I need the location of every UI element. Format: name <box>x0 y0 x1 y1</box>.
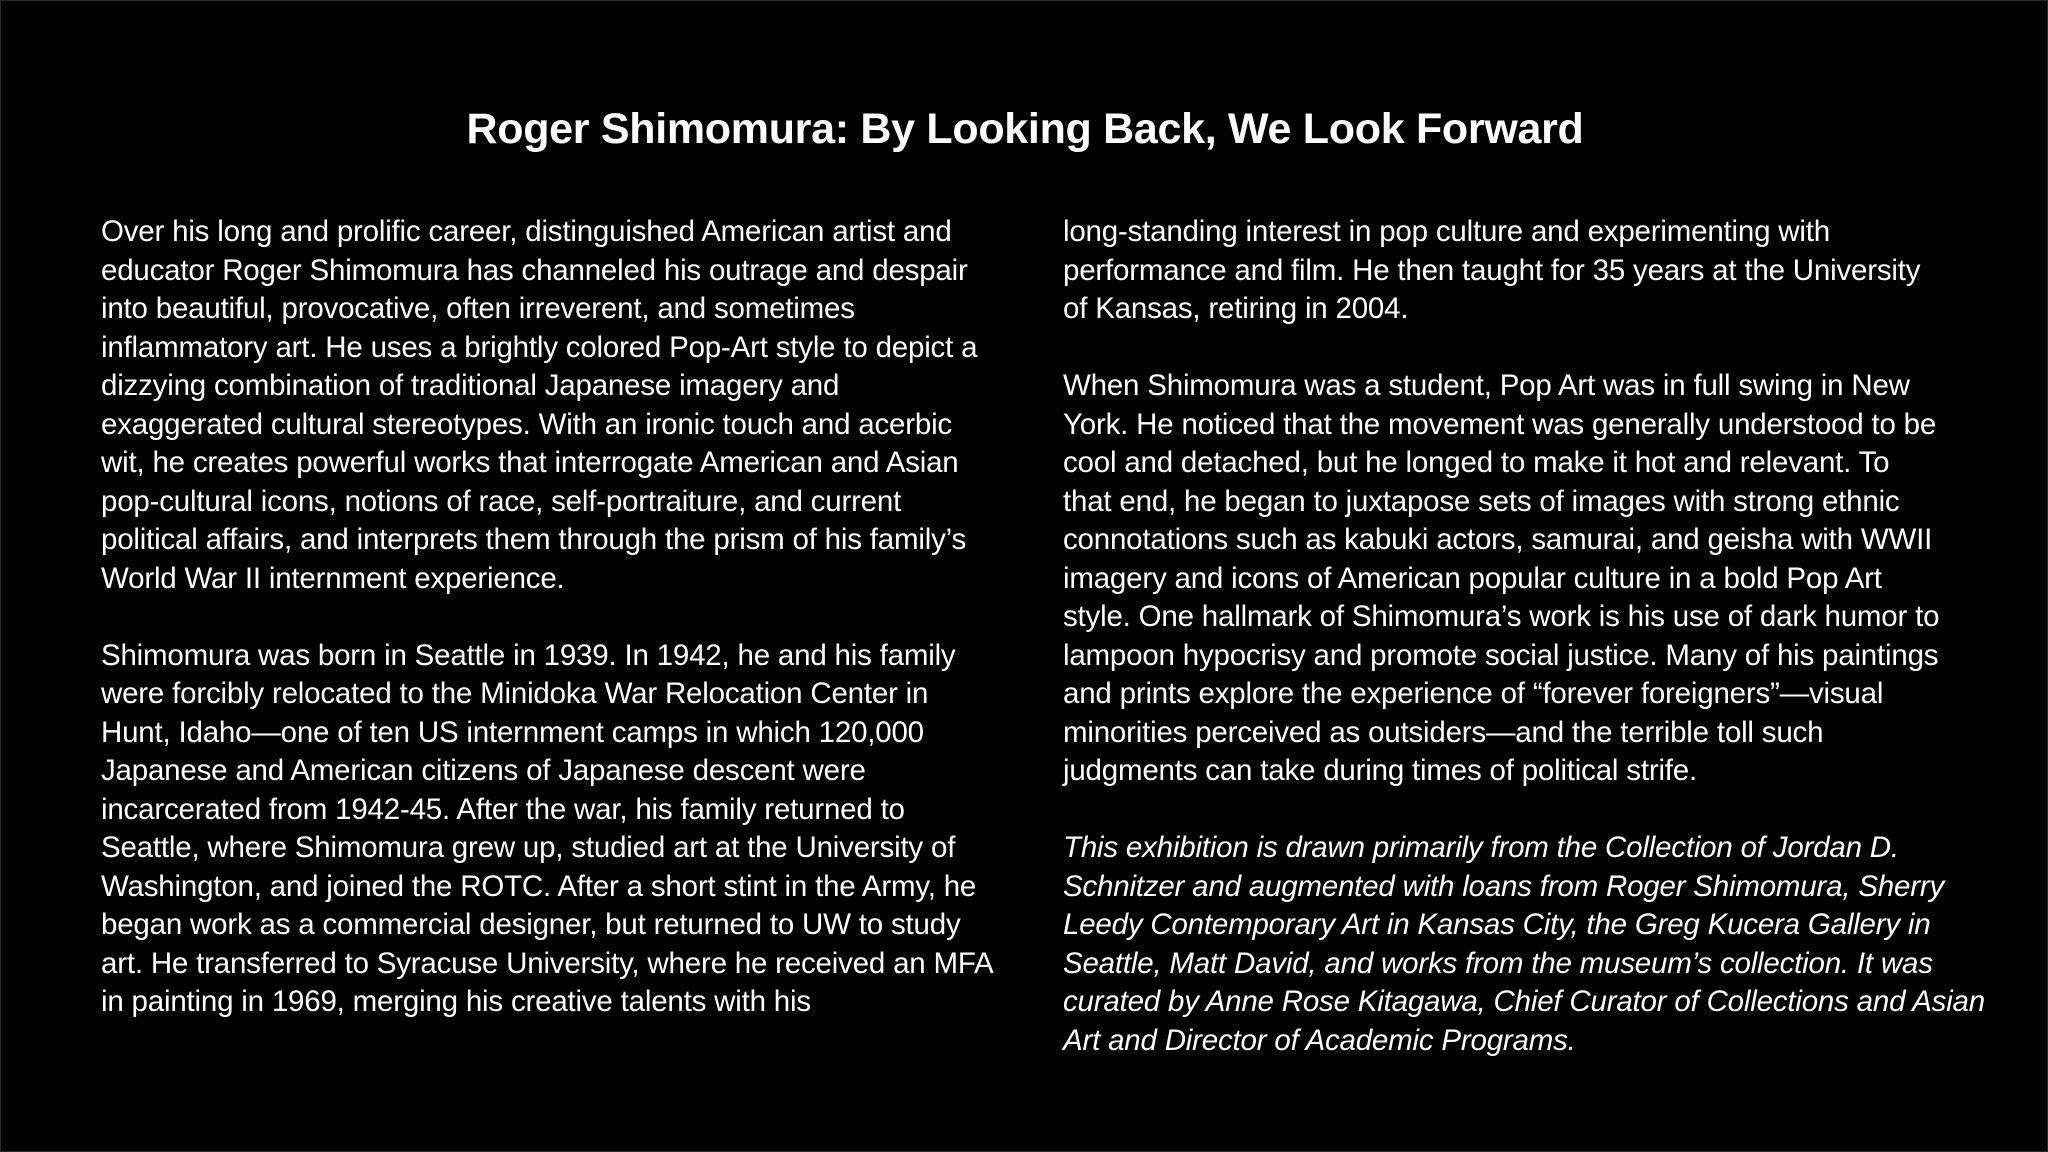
text-line: Hunt, Idaho—one of ten US internment camps in which 120,000 <box>101 715 924 749</box>
text-line: imagery and icons of American popular culture in a bold Pop Art <box>1063 561 1882 595</box>
text-line: performance and film. He then taught for 35 years at the University <box>1063 253 1921 287</box>
text-line: and prints explore the experience of “forever foreigners”—visual <box>1063 677 1884 710</box>
text-line: long-standing interest in pop culture and experimenting with <box>1063 215 1830 248</box>
text-line: educator Roger Shimomura has channeled his outrage and despair <box>101 253 968 287</box>
biography-paragraph <box>101 637 1031 1022</box>
paragraph-spacer <box>1063 791 1983 830</box>
text-line: lampoon hypocrisy and promote social justice. Many of his paintings <box>1063 638 1939 672</box>
text-line: When Shimomura was a student, Pop Art was in full swing in New <box>1063 369 1910 402</box>
text-line: Japanese and American citizens of Japanese descent were <box>101 754 866 787</box>
text-line: Washington, and joined the ROTC. After a short stint in the Army, he <box>101 869 977 903</box>
text-line: that end, he began to juxtapose sets of images with strong ethnic <box>1063 484 1900 518</box>
text-line: began work as a commercial designer, but returned to UW to study <box>101 908 961 941</box>
text-line: Seattle, Matt David, and works from the museum’s collection. It was <box>1063 946 1933 980</box>
text-line: cool and detached, but he longed to make it hot and relevant. To <box>1063 446 1890 479</box>
text-line: Over his long and prolific career, distinguished American artist and <box>101 215 952 248</box>
text-line: art. He transferred to Syracuse University, where he received an MFA <box>101 946 994 980</box>
text-line: Shimomura was born in Seattle in 1939. In 1942, he and his family <box>101 638 956 672</box>
text-line: Leedy Contemporary Art in Kansas City, the Greg Kucera Gallery in <box>1063 908 1931 941</box>
text-line: political affairs, and interprets them through the prism of his family’s <box>101 523 966 556</box>
text-line: inflammatory art. He uses a brightly colored Pop-Art style to depict a <box>101 330 978 364</box>
text-line: dizzying combination of traditional Japanese imagery and <box>101 369 840 402</box>
right-column <box>1063 213 1983 1060</box>
text-line: York. He noticed that the movement was generally understood to be <box>1063 407 1937 441</box>
pop-art-paragraph <box>1063 367 1983 791</box>
text-line: incarcerated from 1942-45. After the war, his family returned to <box>101 792 905 826</box>
text-line: in painting in 1969, merging his creative talents with his <box>101 985 811 1018</box>
text-line: Art and Director of Academic Programs. <box>1063 1023 1576 1057</box>
text-line: connotations such as kabuki actors, samurai, and geisha with WWII <box>1063 523 1933 556</box>
text-line: minorities perceived as outsiders—and the terrible toll such <box>1063 715 1824 749</box>
left-column <box>101 213 1031 1022</box>
text-line: pop-cultural icons, notions of race, self-portraiture, and current <box>101 484 902 518</box>
paragraph-spacer <box>101 598 1031 637</box>
biography-continued-paragraph <box>1063 213 1983 329</box>
text-line: were forcibly relocated to the Minidoka War Relocation Center in <box>101 677 929 710</box>
text-line: judgments can take during times of political strife. <box>1063 754 1697 787</box>
text-line: exaggerated cultural stereotypes. With an ironic touch and acerbic <box>101 407 952 441</box>
text-line: wit, he creates powerful works that interrogate American and Asian <box>101 446 959 479</box>
text-line: This exhibition is drawn primarily from the Collection of Jordan D. <box>1063 831 1899 864</box>
intro-paragraph <box>101 213 1031 598</box>
text-line: of Kansas, retiring in 2004. <box>1063 292 1409 325</box>
text-line: Seattle, where Shimomura grew up, studied art at the University of <box>101 831 956 864</box>
exhibition-credit <box>1063 829 1983 1060</box>
text-line: curated by Anne Rose Kitagawa, Chief Curator of Collections and Asian <box>1063 985 1985 1018</box>
paragraph-spacer <box>1063 329 1983 368</box>
text-line: into beautiful, provocative, often irreverent, and sometimes <box>101 292 855 325</box>
text-line: Schnitzer and augmented with loans from Roger Shimomura, Sherry <box>1063 869 1945 903</box>
text-line: style. One hallmark of Shimomura’s work is his use of dark humor to <box>1063 600 1940 633</box>
text-line: World War II internment experience. <box>101 561 565 595</box>
page-title: Roger Shimomura: By Looking Back, We Look Forward <box>466 105 1584 153</box>
